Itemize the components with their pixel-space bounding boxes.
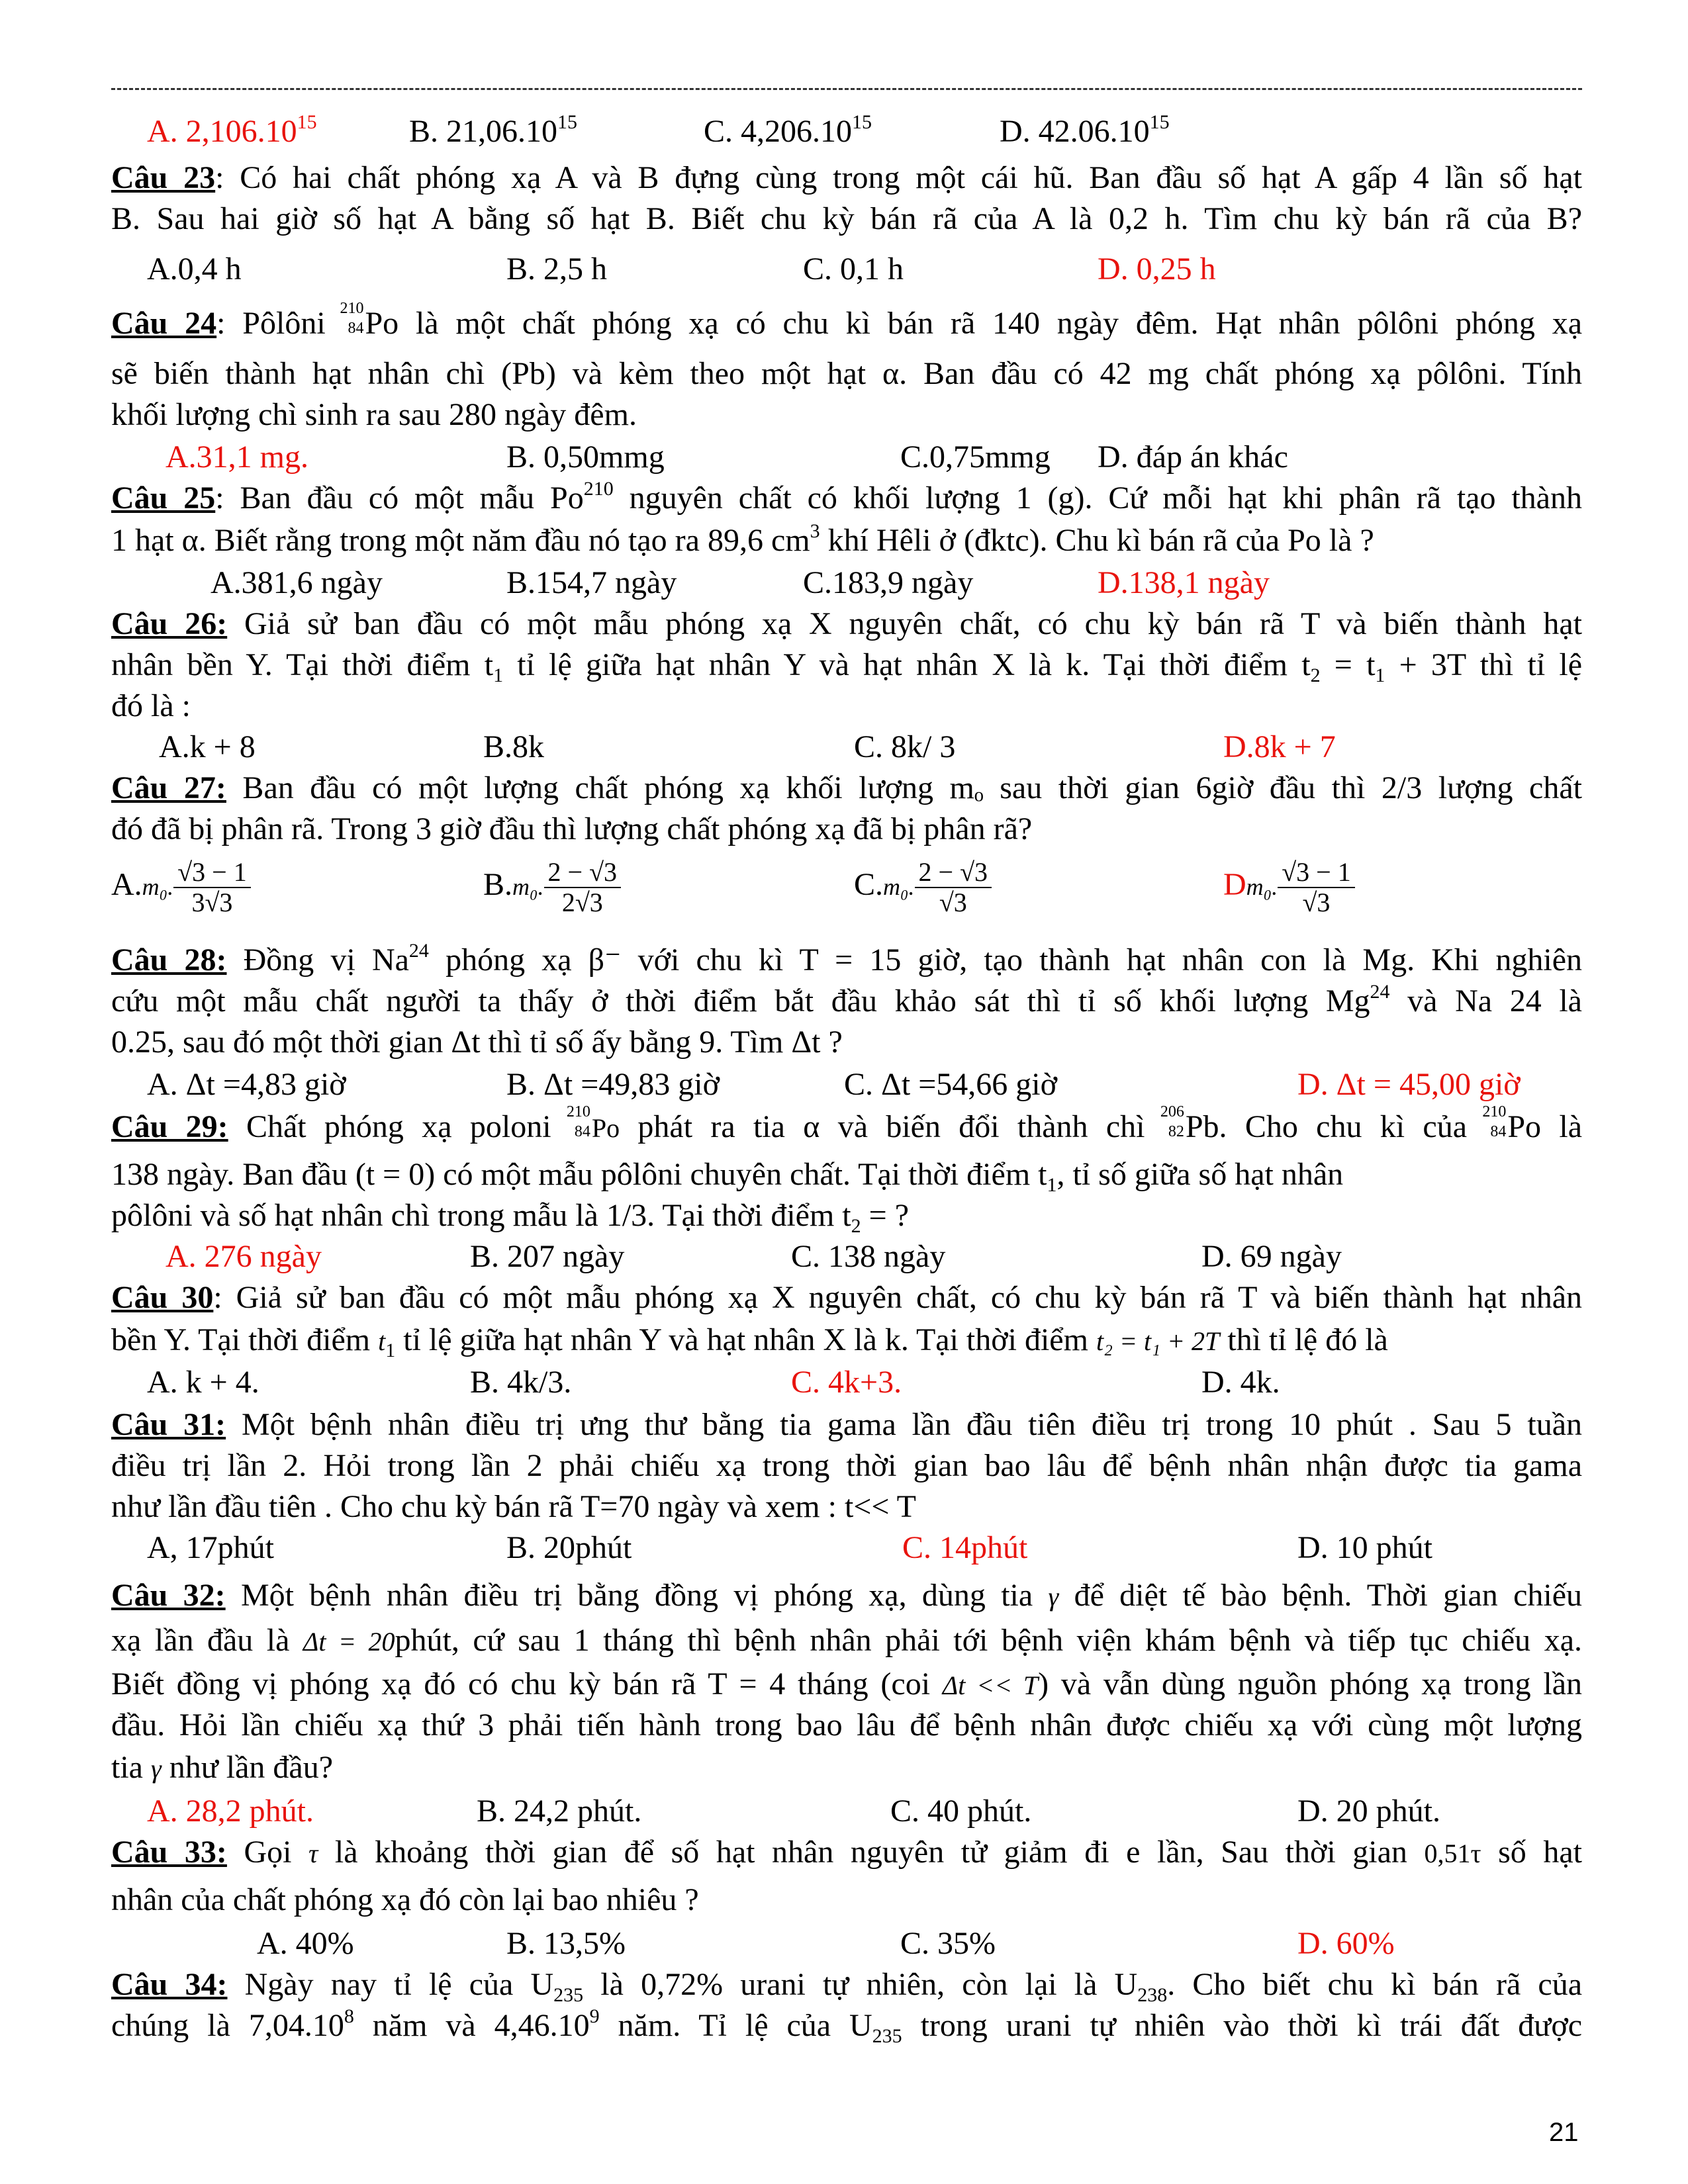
q25-option-d: D.138,1 ngày bbox=[1098, 565, 1270, 600]
q29-text-line1: Câu 29: Chất phóng xạ poloni 210 84 Po phát ra tia α và biến đổi thành chì 206 82 Pb. Cho chu kì của 210 84 Po là bbox=[111, 1107, 1582, 1149]
q31-option-d: D. 10 phút bbox=[1297, 1530, 1432, 1565]
q31-label: Câu 31: bbox=[111, 1407, 226, 1442]
q31-option-c: C. 14phút bbox=[902, 1530, 1028, 1565]
q25-option-c: C.183,9 ngày bbox=[803, 565, 974, 600]
q24-text-line1: Câu 24: Pôlôni 210 84 Po là một chất phóng xạ có chu kì bán rã 140 ngày đêm. Hạt nhân pôlôni phóng xạ bbox=[111, 303, 1582, 344]
po210-nuclide: 210 84 bbox=[566, 1103, 590, 1140]
q29-option-a: A. 276 ngày bbox=[165, 1239, 322, 1274]
q34-label: Câu 34: bbox=[111, 1967, 228, 2002]
q27-text-line2: đó đã bị phân rã. Trong 3 giờ đầu thì lượng chất phóng xạ đã bị phân rã? bbox=[111, 811, 1033, 846]
q29-text-line3: pôlôni và số hạt nhân chì trong mẫu là 1/3. Tại thời điểm $t_2$ = ? bbox=[111, 1198, 910, 1237]
gamma-symbol: γ bbox=[1048, 1582, 1059, 1612]
q33-option-b: B. 13,5% bbox=[506, 1926, 626, 1961]
q33-option-c: C. 35% bbox=[900, 1926, 996, 1961]
q30-label: Câu 30 bbox=[111, 1280, 214, 1315]
q26-option-a: A.k + 8 bbox=[159, 729, 256, 764]
q25-label: Câu 25 bbox=[111, 480, 216, 516]
q26-option-d: D.8k + 7 bbox=[1223, 729, 1336, 764]
q29-label: Câu 29: bbox=[111, 1109, 228, 1144]
q27-option-c: C.m₀. $\frac{2 - √3}{√3}$ bbox=[854, 858, 992, 917]
q33-label: Câu 33: bbox=[111, 1835, 227, 1870]
q23-label: Câu 23 bbox=[111, 160, 216, 195]
q31-text-line2: điều trị lần 2. Hỏi trong lần 2 phải chiếu xạ trong thời gian bao lâu để bệnh nhân nhận được tia gama bbox=[111, 1448, 1582, 1483]
q30-text-line1: Câu 30: Giả sử ban đầu có một mẫu phóng xạ X nguyên chất, có chu kỳ bán rã T và biến thành hạt nhân bbox=[111, 1280, 1582, 1315]
q23-option-c: C. 0,1 h bbox=[803, 251, 904, 287]
q32-text-line3: Biết đồng vị phóng xạ đó có chu kỳ bán rã T = 4 tháng (coi Δt << T) và vẫn dùng nguồn phóng xạ trong lần bbox=[111, 1666, 1582, 1702]
q24-option-d: D. đáp án khác bbox=[1098, 439, 1288, 475]
top-dashed-separator bbox=[111, 88, 1582, 90]
q26-text-line2: nhân bền Y. Tại thời điểm $t_1$ tỉ lệ giữa hạt nhân Y và hạt nhân X là k. Tại thời điểm $t_2 = t_1 + 3T$ thì tỉ lệ bbox=[111, 647, 1583, 686]
q24-text-line2: sẽ biến thành hạt nhân chì (Pb) và kèm theo một hạt α. Ban đầu có 42 mg chất phóng xạ pôlôni. Tính bbox=[111, 356, 1582, 391]
q32-label: Câu 32: bbox=[111, 1578, 226, 1613]
q31-option-b: B. 20phút bbox=[506, 1530, 632, 1565]
q26-text-line3: đó là : bbox=[111, 688, 191, 723]
q29-text-line2: 138 ngày. Ban đầu (t = 0) có một mẫu pôlôni chuyên chất. Tại thời điểm $t_1$, tỉ số giữa số hạt nhân bbox=[111, 1157, 1344, 1196]
q30-option-b: B. 4k/3. bbox=[470, 1365, 572, 1400]
q32-option-c: C. 40 phút. bbox=[890, 1794, 1032, 1829]
pb206-nuclide: 206 82 bbox=[1160, 1103, 1184, 1140]
q29-option-c: C. 138 ngày bbox=[791, 1239, 946, 1274]
po210-nuclide: 210 84 bbox=[1482, 1103, 1507, 1140]
q29-option-d: D. 69 ngày bbox=[1201, 1239, 1342, 1274]
q30-text-line2: bền Y. Tại thời điểm $t_1$ tỉ lệ giữa hạt nhân Y và hạt nhân X là k. Tại thời điểm t₂ = t₁ + 2T thì tỉ lệ đó là bbox=[111, 1322, 1388, 1361]
q32-option-d: D. 20 phút. bbox=[1297, 1794, 1440, 1829]
q25-option-b: B.154,7 ngày bbox=[506, 565, 677, 600]
q27-text-line1: Câu 27: Ban đầu có một lượng chất phóng xạ khối lượng mₒ sau thời gian 6giờ đầu thì 2/3 lượng chất bbox=[111, 770, 1582, 805]
q28-option-a: A. Δt =4,83 giờ bbox=[147, 1067, 346, 1102]
q33-text-line1: Câu 33: Gọi τ là khoảng thời gian để số hạt nhân nguyên tử giảm đi e lần, Sau thời gian 0,51τ số hạt bbox=[111, 1835, 1583, 1870]
q27-label: Câu 27: bbox=[111, 770, 226, 805]
q32-text-line2: xạ lần đầu là Δt = 20phút, cứ sau 1 tháng thì bệnh nhân phải tới bệnh viện khám bệnh và tiếp tục chiếu xạ. bbox=[111, 1623, 1582, 1658]
q22-option-b: B. 21,06.10$^{15}$ bbox=[409, 111, 578, 149]
q25-option-a: A.381,6 ngày bbox=[211, 565, 383, 600]
q23-text-line2: B. Sau hai giờ số hạt A bằng số hạt B. Biết chu kỳ bán rã của A là 0,2 h. Tìm chu kỳ bán rã của B? bbox=[111, 201, 1582, 236]
q27-b-fraction: $\frac{2 - √3}{2√3}$ bbox=[544, 858, 622, 917]
q29-option-b: B. 207 ngày bbox=[470, 1239, 625, 1274]
q23-option-b: B. 2,5 h bbox=[506, 251, 608, 287]
q26-option-b: B.8k bbox=[483, 729, 545, 764]
q28-label: Câu 28: bbox=[111, 942, 227, 978]
q23-text-line1: Câu 23: Có hai chất phóng xạ A và B đựng cùng trong một cái hũ. Ban đầu số hạt A gấp 4 lần số hạt bbox=[111, 160, 1583, 195]
q32-option-b: B. 24,2 phút. bbox=[477, 1794, 642, 1829]
q27-option-d: Dm₀. $\frac{√3 - 1}{√3}$ bbox=[1223, 858, 1355, 917]
q28-option-c: C. Δt =54,66 giờ bbox=[844, 1067, 1058, 1102]
q26-option-c: C. 8k/ 3 bbox=[854, 729, 956, 764]
tau-symbol: τ bbox=[308, 1839, 318, 1868]
q24-label: Câu 24 bbox=[111, 306, 217, 341]
q24-text-line3: khối lượng chì sinh ra sau 280 ngày đêm. bbox=[111, 397, 637, 432]
q32-text-line4: đầu. Hỏi lần chiếu xạ thứ 3 phải tiến hành trong bao lâu để bệnh nhân được chiếu xạ với cùng một lượng bbox=[111, 1707, 1582, 1743]
q28-option-d: D. Δt = 45,00 giờ bbox=[1297, 1067, 1521, 1102]
q34-text-line2: chúng là 7,04.10$^8$ năm và 4,46.10$^9$ năm. Tỉ lệ của $U_{235}$ trong urani tự nhiên vào thời kì trái đất được bbox=[111, 2005, 1583, 2047]
q22-option-a: A. 2,106.10$^{15}$ bbox=[147, 111, 317, 149]
q26-text-line1: Câu 26: Giả sử ban đầu có một mẫu phóng xạ X nguyên chất, có chu kỳ bán rã T và biến thành hạt bbox=[111, 606, 1583, 641]
q27-option-b: B.m₀. $\frac{2 - √3}{2√3}$ bbox=[483, 858, 621, 917]
q31-option-a: A, 17phút bbox=[147, 1530, 274, 1565]
q24-option-a: A.31,1 mg. bbox=[165, 439, 308, 475]
q22-option-d: D. 42.06.10$^{15}$ bbox=[1000, 111, 1170, 149]
q27-d-fraction: $\frac{√3 - 1}{√3}$ bbox=[1278, 858, 1355, 917]
q28-text-line1: Câu 28: Đồng vị Na$^{24}$ phóng xạ β⁻ với chu kì T = 15 giờ, tạo thành hạt nhân con là Mg. Khi nghiên bbox=[111, 940, 1583, 978]
q34-text-line1: Câu 34: Ngày nay tỉ lệ của $U_{235}$ là 0,72% urani tự nhiên, còn lại là $U_{238}$. Cho biết chu kì bán rã của bbox=[111, 1967, 1583, 2006]
q25-text-line2: 1 hạt α. Biết rằng trong một năm đầu nó tạo ra 89,6 $cm^3$ khí Hêli ở (đktc). Chu kì bán rã của Po là ? bbox=[111, 520, 1374, 558]
q25-text-line1: Câu 25: Ban đầu có một mẫu Po$^{210}$ nguyên chất có khối lượng 1 (g). Cứ mỗi hạt khi phân rã tạo thành bbox=[111, 478, 1582, 516]
q27-option-a: A.m₀. $\frac{√3 - 1}{3√3}$ bbox=[111, 858, 251, 917]
q31-text-line1: Câu 31: Một bệnh nhân điều trị ưng thư bằng tia gama lần đầu tiên điều trị trong 10 phút . Sau 5 tuần bbox=[111, 1407, 1583, 1442]
q28-text-line2: cứu một mẫu chất người ta thấy ở thời điểm bắt đầu khảo sát thì tỉ số khối lượng Mg$^{24}$ và Na 24 là bbox=[111, 981, 1582, 1019]
q30-option-a: A. k + 4. bbox=[147, 1365, 259, 1400]
po210-nuclide: 210 84 bbox=[340, 300, 364, 337]
q27-a-fraction: $\frac{√3 - 1}{3√3}$ bbox=[173, 858, 251, 917]
q32-option-a: A. 28,2 phút. bbox=[147, 1794, 314, 1829]
q28-option-b: B. Δt =49,83 giờ bbox=[506, 1067, 720, 1102]
q33-option-a: A. 40% bbox=[257, 1926, 354, 1961]
q26-label: Câu 26: bbox=[111, 606, 228, 641]
q32-text-line1: Câu 32: Một bệnh nhân điều trị bằng đồng vị phóng xạ, dùng tia γ để diệt tế bào bệnh. Thời gian chiếu bbox=[111, 1578, 1583, 1613]
q27-c-fraction: $\frac{2 - √3}{√3}$ bbox=[915, 858, 992, 917]
q23-option-d: D. 0,25 h bbox=[1098, 251, 1216, 287]
gamma-symbol: γ bbox=[150, 1754, 162, 1784]
q22-option-c: C. 4,206.10$^{15}$ bbox=[704, 111, 872, 149]
page-number: 21 bbox=[1549, 2118, 1579, 2147]
q33-option-d: D. 60% bbox=[1297, 1926, 1395, 1961]
q28-text-line3: 0.25, sau đó một thời gian Δt thì tỉ số ấy bằng 9. Tìm Δt ? bbox=[111, 1024, 843, 1060]
q31-text-line3: như lần đầu tiên . Cho chu kỳ bán rã T=70 ngày và xem : t<< T bbox=[111, 1489, 916, 1524]
q24-option-c: C.0,75mmg bbox=[900, 439, 1051, 475]
q33-text-line2: nhân của chất phóng xạ đó còn lại bao nhiêu ? bbox=[111, 1882, 699, 1917]
q30-option-c: C. 4k+3. bbox=[791, 1365, 902, 1400]
q32-text-line5: tia γ như lần đầu? bbox=[111, 1750, 334, 1785]
q24-option-b: B. 0,50mmg bbox=[506, 439, 665, 475]
q23-option-a: A.0,4 h bbox=[147, 251, 242, 287]
q30-option-d: D. 4k. bbox=[1201, 1365, 1280, 1400]
